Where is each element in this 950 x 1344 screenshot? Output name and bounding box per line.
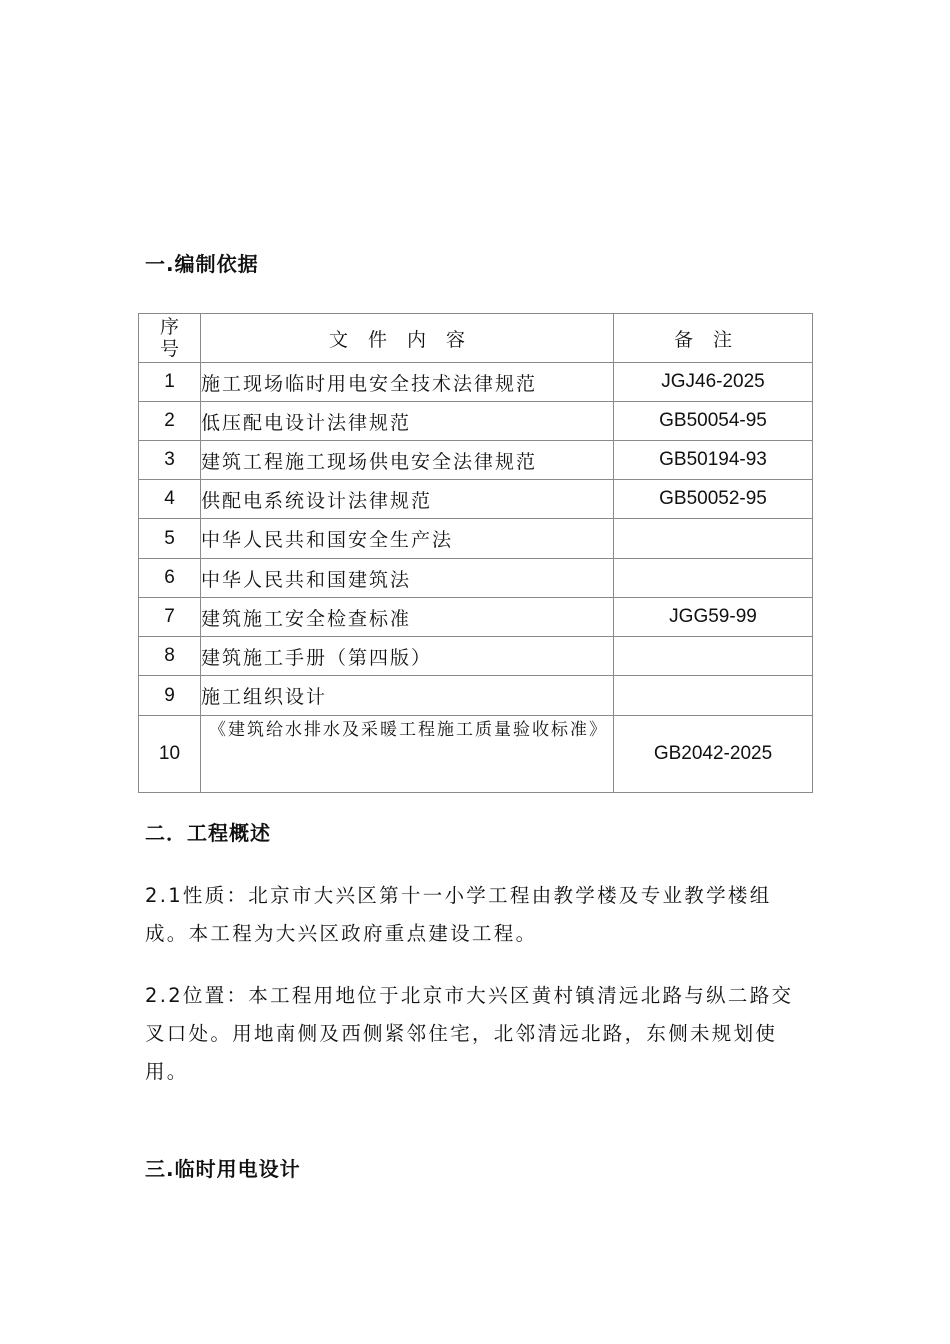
row-remark: JGJ46-2025 [614, 363, 813, 402]
row-remark: GB50054-95 [614, 402, 813, 441]
paragraph-nature: 2.1性质：北京市大兴区第十一小学工程由教学楼及专业教学楼组成。本工程为大兴区政府重点建设工程。 [145, 884, 772, 945]
table-row [139, 637, 813, 676]
row-document: 施工组织设计 [201, 676, 614, 716]
row-document: 《建筑给水排水及采暖工程施工质量验收标准》 [201, 716, 614, 793]
header-document-content: 文件内容 [201, 314, 614, 363]
row-remark [614, 676, 813, 716]
row-remark: GB50194-93 [614, 441, 813, 480]
basis-table [138, 313, 813, 793]
table-row [139, 716, 813, 793]
row-number: 10 [139, 716, 201, 793]
header-serial-line1: 序 [159, 316, 179, 338]
header-serial-number [139, 314, 201, 363]
row-document: 低压配电设计法律规范 [201, 402, 614, 441]
row-number: 7 [139, 598, 201, 637]
table-row [139, 441, 813, 480]
table-row [139, 363, 813, 402]
row-document: 施工现场临时用电安全技术法律规范 [201, 363, 614, 402]
row-number: 2 [139, 402, 201, 441]
table-header-row [139, 314, 813, 363]
row-document: 中华人民共和国安全生产法 [201, 519, 614, 559]
row-number: 4 [139, 480, 201, 519]
row-number: 9 [139, 676, 201, 716]
row-document: 建筑施工安全检查标准 [201, 598, 614, 637]
row-number: 1 [139, 363, 201, 402]
row-document: 供配电系统设计法律规范 [201, 480, 614, 519]
row-number: 6 [139, 559, 201, 598]
section-heading-basis: 一.编制依据 [145, 252, 259, 276]
row-number: 5 [139, 519, 201, 559]
table-row [139, 480, 813, 519]
row-remark [614, 519, 813, 559]
header-serial-line2: 号 [159, 338, 179, 360]
row-remark [614, 559, 813, 598]
row-document: 中华人民共和国建筑法 [201, 559, 614, 598]
section-heading-temporary-power: 三.临时用电设计 [145, 1157, 301, 1181]
row-number: 8 [139, 637, 201, 676]
row-document: 建筑工程施工现场供电安全法律规范 [201, 441, 614, 480]
header-remark: 备注 [614, 314, 813, 363]
section-heading-overview: 二．工程概述 [145, 821, 271, 845]
table-row [139, 402, 813, 441]
row-number: 3 [139, 441, 201, 480]
table-row [139, 559, 813, 598]
table-row [139, 598, 813, 637]
row-remark: GB50052-95 [614, 480, 813, 519]
table-row [139, 519, 813, 559]
row-remark: GB2042-2025 [614, 716, 813, 793]
table-row [139, 676, 813, 716]
row-remark [614, 637, 813, 676]
row-document: 建筑施工手册（第四版） [201, 637, 614, 676]
paragraph-location: 2.2位置：本工程用地位于北京市大兴区黄村镇清远北路与纵二路交叉口处。用地南侧及西侧紧邻住宅，北邻清远北路，东侧未规划使用。 [145, 984, 794, 1083]
row-remark: JGG59-99 [614, 598, 813, 637]
